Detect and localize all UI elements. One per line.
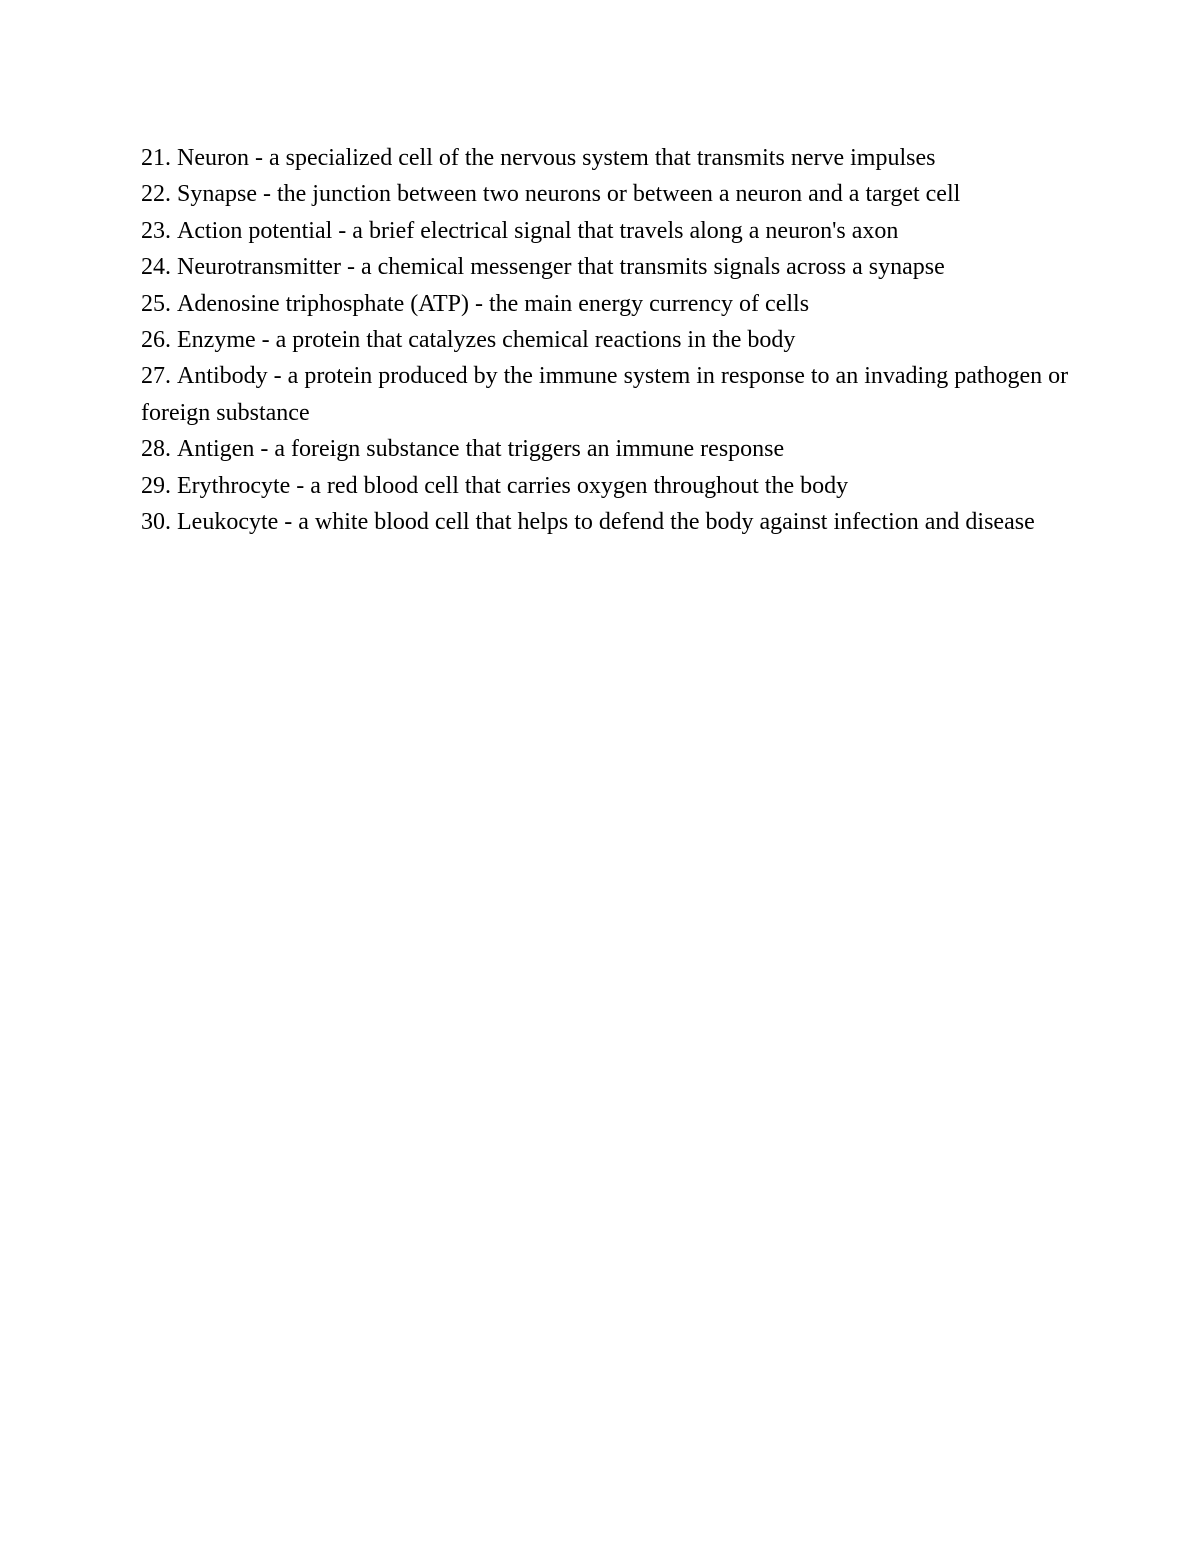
entry-text: Antigen - a foreign substance that triggers an immune response: [177, 436, 785, 463]
entry-number: 23.: [141, 217, 171, 244]
glossary-entry-21: [141, 140, 1076, 176]
entry-text: Synapse - the junction between two neurons or between a neuron and a target cell: [177, 181, 961, 208]
glossary-entry-29: [141, 468, 1076, 504]
glossary-entry-23: [141, 213, 1076, 249]
entry-number: 26.: [141, 327, 171, 354]
entry-number: 30.: [141, 509, 171, 536]
entry-text: Enzyme - a protein that catalyzes chemical reactions in the body: [177, 327, 796, 354]
glossary-entry-22: [141, 176, 1076, 212]
entry-text: Erythrocyte - a red blood cell that carries oxygen throughout the body: [177, 472, 849, 499]
entry-number: 21.: [141, 145, 171, 171]
entry-text: Leukocyte - a white blood cell that helps to defend the body against infection and disease: [177, 509, 1035, 536]
entry-number: 29.: [141, 472, 171, 499]
entry-text: Neuron - a specialized cell of the nervous system that transmits nerve impulses: [177, 145, 936, 171]
entry-number: 28.: [141, 436, 171, 463]
glossary-entry-26: [141, 322, 1076, 358]
glossary-entry-30: [141, 504, 1076, 540]
glossary-list: [141, 140, 1076, 540]
glossary-entry-24: [141, 249, 1076, 285]
glossary-entry-28: [141, 431, 1076, 467]
entry-text: Antibody - a protein produced by the immune system in response to an invading pathogen or foreign substance: [141, 363, 1069, 426]
entry-text: Action potential - a brief electrical signal that travels along a neuron's axon: [177, 217, 899, 244]
entry-number: 27.: [141, 363, 171, 390]
entry-text: Neurotransmitter - a chemical messenger that transmits signals across a synapse: [177, 254, 945, 281]
entry-number: 24.: [141, 254, 171, 281]
glossary-entry-27: [141, 358, 1076, 431]
glossary-entry-25: [141, 286, 1076, 322]
entry-number: 22.: [141, 181, 171, 208]
entry-text: Adenosine triphosphate (ATP) - the main energy currency of cells: [177, 290, 810, 317]
entry-number: 25.: [141, 290, 171, 317]
